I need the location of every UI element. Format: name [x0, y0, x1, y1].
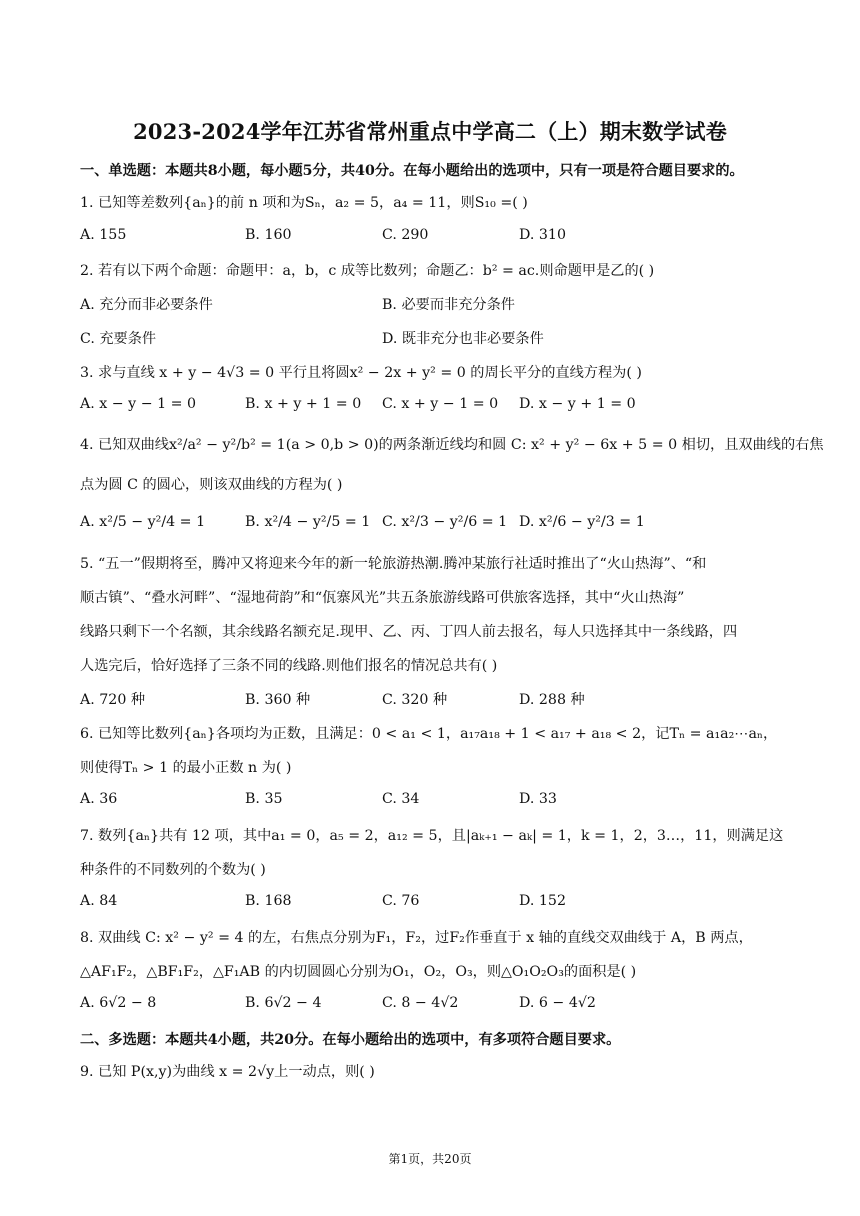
option-c: C. x + y − 1 = 0	[382, 396, 499, 412]
option-c: C. 8 − 4√2	[382, 995, 459, 1011]
option-a: A. 6√2 − 8	[80, 995, 157, 1011]
option-b: B. x²/4 − y²/5 = 1	[245, 514, 371, 530]
option-a: A. 充分而非必要条件	[80, 297, 213, 313]
option-c: C. 76	[382, 893, 420, 909]
question-5-stem-line1: 5. “五一”假期将至，腾冲又将迎来今年的新一轮旅游热潮.腾冲某旅行社适时推出了“火山热海”、“和	[80, 556, 707, 572]
question-4-stem-line1: 4. 已知双曲线x²/a² − y²/b² = 1(a > 0,b > 0)的两条渐近线均和圆 C: x² + y² − 6x + 5 = 0 相切，且双曲线的右焦	[80, 437, 824, 453]
section-2-heading: 二、多选题：本题共4小题，共20分。在每小题给出的选项中，有多项符合题目要求。	[80, 1032, 621, 1048]
option-d: D. 33	[519, 791, 557, 807]
option-d: D. x²/6 − y²/3 = 1	[519, 514, 645, 530]
question-1-stem: 1. 已知等差数列{aₙ}的前 n 项和为Sₙ，a₂ = 5，a₄ = 11，则S₁₀ =( )	[80, 195, 528, 211]
exam-title: 2023-2024学年江苏省常州重点中学高二（上）期末数学试卷	[133, 119, 727, 144]
option-a: A. 155	[80, 227, 127, 243]
option-b: B. 160	[245, 227, 292, 243]
option-a: A. 720 种	[80, 692, 146, 708]
option-c: C. 320 种	[382, 692, 448, 708]
option-a: A. x − y − 1 = 0	[80, 396, 197, 412]
option-b: B. 6√2 − 4	[245, 995, 322, 1011]
option-d: D. 152	[519, 893, 566, 909]
question-2-stem: 2. 若有以下两个命题：命题甲：a，b，c 成等比数列；命题乙：b² = ac.则命题甲是乙的( )	[80, 263, 655, 279]
section-1-heading: 一、单选题：本题共8小题，每小题5分，共40分。在每小题给出的选项中，只有一项是符合题目要求的。	[80, 163, 744, 179]
option-a: A. x²/5 − y²/4 = 1	[80, 514, 206, 530]
option-d: D. 6 − 4√2	[519, 995, 596, 1011]
question-6-stem-line2: 则使得Tₙ > 1 的最小正数 n 为( )	[80, 760, 292, 776]
option-a: A. 84	[80, 893, 118, 909]
option-b: B. x + y + 1 = 0	[245, 396, 362, 412]
option-b: B. 360 种	[245, 692, 311, 708]
question-9-stem: 9. 已知 P(x,y)为曲线 x = 2√y上一动点，则( )	[80, 1064, 375, 1080]
question-8-stem-line1: 8. 双曲线 C: x² − y² = 4 的左，右焦点分别为F₁，F₂，过F₂作垂直于 x 轴的直线交双曲线于 A，B 两点，	[80, 930, 753, 946]
option-c: C. 290	[382, 227, 429, 243]
option-c: C. 充要条件	[80, 331, 157, 347]
question-5-stem-line3: 线路只剩下一个名额，其余线路名额充足.现甲、乙、丙、丁四人前去报名，每人只选择其中一条线路，四	[80, 624, 738, 640]
option-a: A. 36	[80, 791, 118, 807]
question-4-stem-line2: 点为圆 C 的圆心，则该双曲线的方程为( )	[80, 477, 343, 493]
question-6-stem-line1: 6. 已知等比数列{aₙ}各项均为正数，且满足：0 < a₁ < 1，a₁₇a₁₈ + 1 < a₁₇ + a₁₈ < 2，记Tₙ = a₁a₂⋯aₙ，	[80, 726, 778, 742]
option-d: D. 288 种	[519, 692, 585, 708]
question-7-stem-line1: 7. 数列{aₙ}共有 12 项，其中a₁ = 0，a₅ = 2，a₁₂ = 5，且|aₖ₊₁ − aₖ| = 1，k = 1，2，3…，11，则满足这	[80, 828, 784, 844]
question-5-stem-line4: 人选完后，恰好选择了三条不同的线路.则他们报名的情况总共有( )	[80, 658, 498, 674]
option-b: B. 35	[245, 791, 283, 807]
option-c: C. x²/3 − y²/6 = 1	[382, 514, 508, 530]
question-7-stem-line2: 种条件的不同数列的个数为( )	[80, 862, 266, 878]
question-5-stem-line2: 顺古镇”、“叠水河畔”、“湿地荷韵”和“佤寨风光”共五条旅游线路可供旅客选择，其中“火山热海”	[80, 590, 685, 606]
question-8-stem-line2: △AF₁F₂，△BF₁F₂，△F₁AB 的内切圆圆心分别为O₁，O₂，O₃，则△O₁O₂O₃的面积是( )	[80, 964, 637, 980]
page-footer: 第1页，共20页	[388, 1152, 472, 1166]
option-b: B. 168	[245, 893, 292, 909]
option-c: C. 34	[382, 791, 420, 807]
option-d: D. 310	[519, 227, 566, 243]
option-d: D. 既非充分也非必要条件	[382, 331, 544, 347]
option-d: D. x − y + 1 = 0	[519, 396, 636, 412]
option-b: B. 必要而非充分条件	[382, 297, 515, 313]
question-3-stem: 3. 求与直线 x + y − 4√3 = 0 平行且将圆x² − 2x + y² = 0 的周长平分的直线方程为( )	[80, 365, 642, 381]
